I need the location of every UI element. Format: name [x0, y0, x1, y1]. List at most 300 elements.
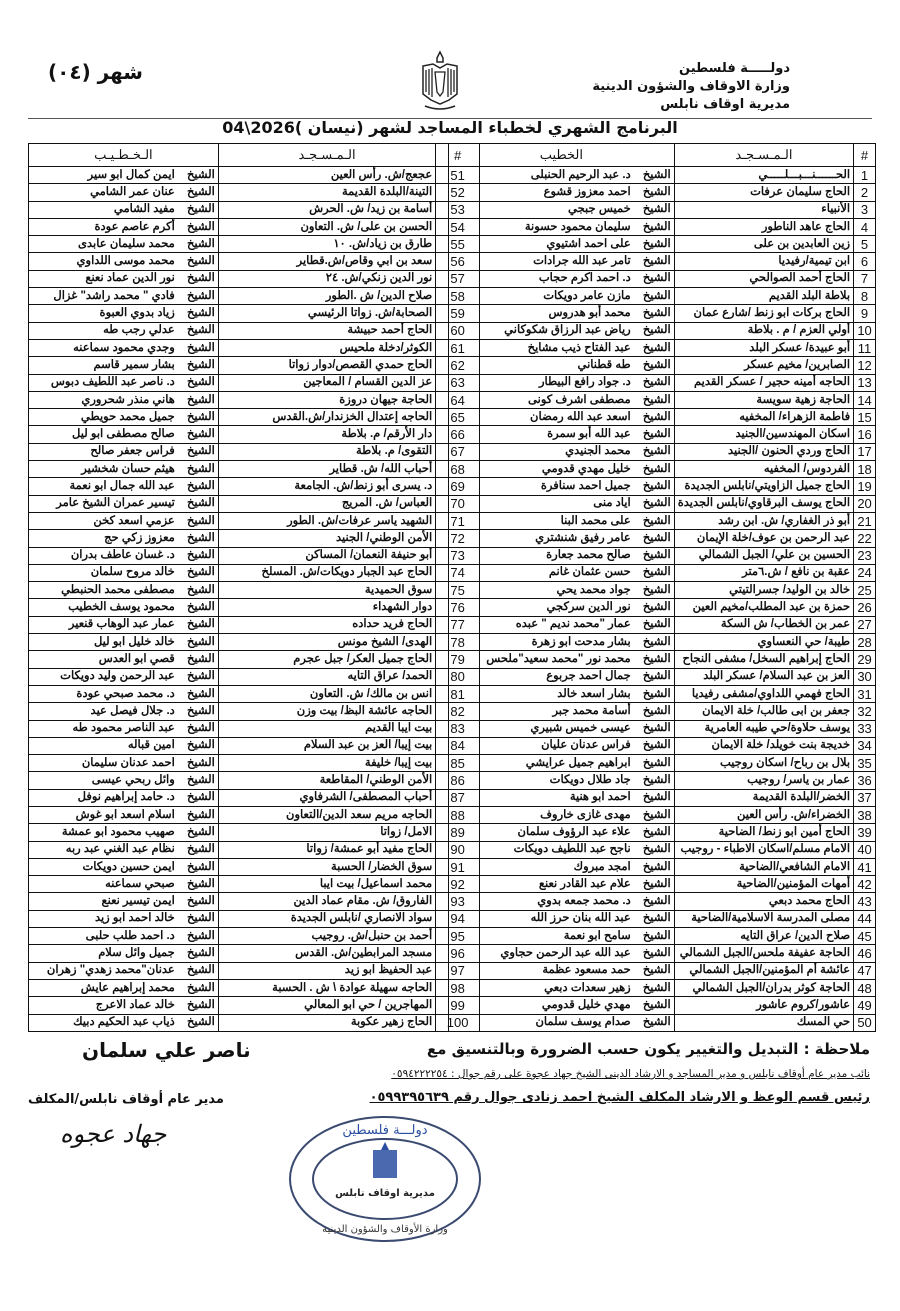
sheikh-prefix: الشيخ	[642, 583, 671, 596]
row-number: 71	[436, 512, 480, 529]
khateeb-cell	[449, 668, 675, 685]
table-row	[29, 339, 480, 356]
row-number: 11	[854, 339, 876, 356]
khateeb-name: محمد أبو هدروس	[548, 307, 631, 320]
mosque-name: الكوثر/دخلة ملحيس	[218, 339, 435, 356]
table-row	[29, 789, 480, 806]
row-number: 16	[854, 426, 876, 443]
sheikh-prefix: الشيخ	[186, 479, 215, 492]
mosque-name: بيت إيبا/ العز بن عبد السلام	[218, 737, 435, 754]
table-row	[29, 167, 480, 184]
sheikh-prefix: الشيخ	[642, 237, 671, 250]
sheikh-prefix: الشيخ	[642, 774, 671, 787]
sheikh-prefix: الشيخ	[642, 203, 671, 216]
khateeb-cell	[29, 184, 219, 201]
khateeb-name: حمد مسعود عظمة	[542, 964, 631, 977]
table-header-row	[29, 144, 480, 167]
khateeb-cell	[449, 893, 675, 910]
mosque-name: العباس/ ش. المريج	[218, 495, 435, 512]
khateeb-cell	[29, 236, 219, 253]
sheikh-prefix: الشيخ	[642, 791, 671, 804]
header-num: #	[854, 144, 876, 167]
khateeb-name: حسن عثمان غانم	[548, 566, 631, 579]
sheikh-prefix: الشيخ	[642, 307, 671, 320]
table-row	[29, 824, 480, 841]
row-number: 24	[854, 564, 876, 581]
khateeb-cell	[29, 876, 219, 893]
khateeb-cell	[29, 616, 219, 633]
khateeb-name: صدام يوسف سلمان	[535, 1016, 631, 1029]
khateeb-cell	[29, 858, 219, 875]
khateeb-name: وجدي محمود سماعنه	[73, 341, 175, 354]
mosque-name: عمار بن ياسر/ روجيب	[674, 772, 853, 789]
table-row	[449, 703, 876, 720]
row-number: 31	[854, 685, 876, 702]
table-row	[449, 564, 876, 581]
table-row	[449, 668, 876, 685]
khateeb-cell	[29, 668, 219, 685]
khateeb-cell	[449, 322, 675, 339]
mosque-name: حي المسك	[674, 1014, 853, 1031]
khateeb-name: مازن عامر دويكات	[543, 289, 631, 302]
khateeb-cell	[29, 443, 219, 460]
khateeb-cell	[29, 288, 219, 305]
khateeb-name: د. حامد إبراهيم نوفل	[77, 791, 175, 804]
mosque-name: الحاج مفيد أبو عمشة/ زواتا	[218, 841, 435, 858]
mosque-name: فاطمة الزهراء/ المخفيه	[674, 409, 853, 426]
khateeb-cell	[29, 167, 219, 184]
khateeb-name: د. عبد الرحيم الحنبلى	[530, 168, 631, 181]
khateeb-cell	[449, 945, 675, 962]
khateeb-name: ايمن حسين دويكات	[82, 860, 175, 873]
mosque-name: الحاج أحمد حبيشة	[218, 322, 435, 339]
khateeb-name: صبحي سماعنه	[105, 877, 175, 890]
mosque-name: أحباب المصطفى/ الشرفاوي	[218, 789, 435, 806]
sheikh-prefix: الشيخ	[186, 912, 215, 925]
row-number: 50	[854, 1014, 876, 1031]
khateeb-name: عزمي اسعد كخن	[93, 514, 175, 527]
khateeb-name: د. ناصر عبد اللطيف دبوس	[50, 376, 175, 389]
mosque-name: الحاجه عائشة البظ/ بيت وزن	[218, 703, 435, 720]
row-number: 62	[436, 357, 480, 374]
mosque-name: الحاج زهير عكوبة	[218, 1014, 435, 1031]
sheikh-prefix: الشيخ	[642, 998, 671, 1011]
row-number: 35	[854, 755, 876, 772]
sheikh-prefix: الشيخ	[186, 877, 215, 890]
khateeb-cell	[29, 806, 219, 823]
khateeb-name: جميل محمد حويطي	[80, 410, 175, 423]
header-mosque: الـمـسـجـد	[218, 144, 435, 167]
khateeb-name: ابراهيم جميل عرايشي	[525, 756, 631, 769]
mosque-name: عقبة بن نافع / ش.٦متر	[674, 564, 853, 581]
sheikh-prefix: الشيخ	[186, 739, 215, 752]
khateeb-cell	[449, 357, 675, 374]
mosque-name: الامل/ زواتا	[218, 824, 435, 841]
table-row	[449, 357, 876, 374]
khateeb-cell	[449, 409, 675, 426]
table-row	[29, 772, 480, 789]
sheikh-prefix: الشيخ	[186, 618, 215, 631]
khateeb-cell	[29, 270, 219, 287]
table-row	[449, 737, 876, 754]
table-row	[29, 201, 480, 218]
row-number: 5	[854, 236, 876, 253]
sheikh-prefix: الشيخ	[186, 410, 215, 423]
sheikh-prefix: الشيخ	[186, 549, 215, 562]
mosque-name: الامام مسلم/اسكان الاطباء - روجيب	[674, 841, 853, 858]
khateeb-name: محمد سليمان عابدى	[78, 237, 175, 250]
mosque-name: الحاج جميل الزاويتي/نابلس الجديدة	[674, 478, 853, 495]
table-row	[29, 288, 480, 305]
mosque-name: الحاجة عفيفة ملحس/الجبل الشمالي	[674, 945, 853, 962]
sheikh-prefix: الشيخ	[186, 341, 215, 354]
table-row	[29, 755, 480, 772]
mosque-name: المهاجرين / حي ابو المعالي	[218, 997, 435, 1014]
row-number: 70	[436, 495, 480, 512]
khateeb-cell	[29, 391, 219, 408]
row-number: 38	[854, 806, 876, 823]
khateeb-name: تامر عبد الله جرادات	[533, 255, 631, 268]
sheikh-prefix: الشيخ	[642, 549, 671, 562]
table-row	[29, 945, 480, 962]
khateeb-name: معزوز زكي حج	[104, 531, 175, 544]
sheikh-prefix: الشيخ	[186, 324, 215, 337]
khateeb-cell	[449, 374, 675, 391]
table-row	[29, 270, 480, 287]
row-number: 61	[436, 339, 480, 356]
mosque-name: يوسف حلاوة/حي طيبه العامرية	[674, 720, 853, 737]
khateeb-cell	[29, 512, 219, 529]
khateeb-cell	[29, 253, 219, 270]
row-number: 82	[436, 703, 480, 720]
khateeb-name: ناجح عبد اللطيف دويكات	[513, 843, 631, 856]
khateeb-cell	[449, 841, 675, 858]
row-number: 6	[854, 253, 876, 270]
table-row	[29, 478, 480, 495]
mosque-name: أبو ذر الغفاري/ ش. ابن رشد	[674, 512, 853, 529]
sheikh-prefix: الشيخ	[186, 497, 215, 510]
row-number: 65	[436, 409, 480, 426]
table-row	[449, 236, 876, 253]
sheikh-prefix: الشيخ	[186, 791, 215, 804]
sheikh-prefix: الشيخ	[186, 307, 215, 320]
sheikh-prefix: الشيخ	[642, 479, 671, 492]
row-number: 75	[436, 582, 480, 599]
row-number: 26	[854, 599, 876, 616]
khateeb-name: خالد خليل ابو ليل	[93, 635, 175, 648]
khateeb-name: اسعد عبد الله رمضان	[530, 410, 631, 423]
khateeb-cell	[29, 962, 219, 979]
khateeb-name: امين قباله	[127, 739, 175, 752]
khateeb-cell	[29, 305, 219, 322]
mosque-name: صلاح الدين/ عراق التايه	[674, 928, 853, 945]
sheikh-prefix: الشيخ	[642, 929, 671, 942]
row-number: 67	[436, 443, 480, 460]
row-number: 17	[854, 443, 876, 460]
khateeb-cell	[449, 530, 675, 547]
row-number: 81	[436, 685, 480, 702]
khateeb-name: عامر رفيق شنشتري	[535, 531, 631, 544]
khateeb-cell	[449, 634, 675, 651]
khateeb-name: نور الدين عماد نعنع	[85, 272, 175, 285]
table-header-row	[449, 144, 876, 167]
khateeb-cell	[29, 841, 219, 858]
row-number: 100	[436, 1014, 480, 1031]
sheikh-prefix: الشيخ	[186, 462, 215, 475]
khateeb-cell	[29, 789, 219, 806]
khateeb-cell	[29, 322, 219, 339]
row-number: 54	[436, 218, 480, 235]
table-row	[29, 962, 480, 979]
row-number: 25	[854, 582, 876, 599]
table-row	[449, 184, 876, 201]
khateeb-name: خالد عماد الاعرج	[95, 998, 175, 1011]
mosque-name: الحاجة كوثر بدران/الجبل الشمالي	[674, 979, 853, 996]
khateeb-cell	[29, 979, 219, 996]
mosque-name: التينة/البلدة القديمة	[218, 184, 435, 201]
khateeb-cell	[449, 685, 675, 702]
khateeb-name: مصطفى محمد الحنبطي	[61, 583, 175, 596]
khateeb-cell	[29, 928, 219, 945]
sheikh-prefix: الشيخ	[642, 358, 671, 371]
row-number: 73	[436, 547, 480, 564]
mosque-name: الامام الشافعي/الضاحية	[674, 858, 853, 875]
row-number: 58	[436, 288, 480, 305]
sheikh-prefix: الشيخ	[186, 652, 215, 665]
row-number: 80	[436, 668, 480, 685]
mosque-name: الحاج بركات ابو زنط /شارع عمان	[674, 305, 853, 322]
row-number: 91	[436, 858, 480, 875]
row-number: 98	[436, 979, 480, 996]
row-number: 2	[854, 184, 876, 201]
table-row	[449, 512, 876, 529]
table-row	[449, 616, 876, 633]
mosque-name: مسجد المرابطين/ش. القدس	[218, 945, 435, 962]
director-title: مدير عام أوقاف نابلس/المكلف	[28, 1092, 224, 1107]
khateeb-name: طه قطناني	[577, 358, 631, 371]
mosque-name: عائشة أم المؤمنين/الجبل الشمالي	[674, 962, 853, 979]
sheikh-prefix: الشيخ	[186, 237, 215, 250]
stamp-inner-text: مديرية اوقاف نابلس	[335, 1188, 435, 1199]
sheikh-prefix: الشيخ	[642, 566, 671, 579]
row-number: 68	[436, 461, 480, 478]
row-number: 60	[436, 322, 480, 339]
sheikh-prefix: الشيخ	[642, 428, 671, 441]
row-number: 79	[436, 651, 480, 668]
official-stamp-icon	[285, 1112, 485, 1247]
mosque-name: صلاح الدين/ ش .الطور	[218, 288, 435, 305]
table-row	[449, 651, 876, 668]
row-number: 88	[436, 806, 480, 823]
mosque-name: الحاج سليمان عرفات	[674, 184, 853, 201]
khateeb-cell	[449, 599, 675, 616]
sheikh-prefix: الشيخ	[642, 1016, 671, 1029]
mosque-name: خالد بن الوليد/ جسرالتيتي	[674, 582, 853, 599]
row-number: 85	[436, 755, 480, 772]
mosque-name: الحاج حمدي القصص/دوار زواتا	[218, 357, 435, 374]
mosque-name: ابن تيمية/رفيديا	[674, 253, 853, 270]
mosque-name: عز الدين القسام / المعاجين	[218, 374, 435, 391]
table-row	[449, 582, 876, 599]
sheikh-prefix: الشيخ	[642, 739, 671, 752]
table-row	[449, 478, 876, 495]
sheikh-prefix: الشيخ	[642, 947, 671, 959]
row-number: 59	[436, 305, 480, 322]
khateeb-name: عبد الناصر محمود طه	[72, 722, 175, 735]
sheikh-prefix: الشيخ	[186, 687, 215, 700]
row-number: 99	[436, 997, 480, 1014]
table-row	[29, 426, 480, 443]
khateeb-name: أسامة محمد جبر	[552, 704, 631, 717]
table-row	[449, 253, 876, 270]
khateeb-name: امجد مبروك	[573, 860, 631, 873]
mosque-name: الحاج فريد حداده	[218, 616, 435, 633]
khateeb-cell	[449, 582, 675, 599]
row-number: 48	[854, 979, 876, 996]
table-row	[29, 218, 480, 235]
khateeb-cell	[449, 806, 675, 823]
khateeb-cell	[29, 651, 219, 668]
table-row	[29, 495, 480, 512]
khateeb-cell	[449, 772, 675, 789]
mosque-name: الحاج عبد الجبار دويكات/ش. المسلخ	[218, 564, 435, 581]
khateeb-name: زياد بدوي العبوة	[99, 307, 175, 320]
mosque-name: الحاجه إعتدال الخزندار/ش.القدس	[218, 409, 435, 426]
row-number: 87	[436, 789, 480, 806]
sheikh-prefix: الشيخ	[642, 324, 671, 337]
row-number: 63	[436, 374, 480, 391]
khateeb-name: بشار اسعد خالد	[557, 687, 631, 700]
table-row	[29, 391, 480, 408]
table-row	[449, 374, 876, 391]
org-line-ministry: وزارة الاوقاف والشؤون الدينية	[592, 79, 790, 94]
row-number: 23	[854, 547, 876, 564]
khateeb-cell	[449, 962, 675, 979]
mosque-name: انس بن مالك/ ش. التعاون	[218, 685, 435, 702]
khateeb-name: ايمن كمال ابو سير	[87, 168, 175, 181]
khateeb-name: أكرم عاصم عودة	[94, 220, 175, 233]
khateeb-cell	[449, 512, 675, 529]
table-row	[449, 409, 876, 426]
khateeb-cell	[449, 426, 675, 443]
row-number: 47	[854, 962, 876, 979]
table-row	[449, 426, 876, 443]
mosque-name: أمهات المؤمنين/الضاحية	[674, 876, 853, 893]
row-number: 76	[436, 599, 480, 616]
table-row	[449, 789, 876, 806]
sheikh-prefix: الشيخ	[186, 981, 215, 994]
table-row	[29, 461, 480, 478]
table-row	[29, 322, 480, 339]
khateeb-cell	[449, 737, 675, 754]
row-number: 27	[854, 616, 876, 633]
eagle-emblem-icon	[415, 48, 465, 113]
khateeb-name: عمار عبد الوهاب قنعير	[68, 618, 175, 631]
sheikh-prefix: الشيخ	[642, 687, 671, 700]
row-number: 15	[854, 409, 876, 426]
table-row	[449, 322, 876, 339]
row-number: 78	[436, 634, 480, 651]
table-row	[449, 806, 876, 823]
mosque-name: عبد الحفيظ ابو زيد	[218, 962, 435, 979]
khateeb-name: صهيب محمود ابو عمشة	[61, 825, 175, 838]
sheikh-prefix: الشيخ	[186, 860, 215, 873]
khateeb-cell	[29, 772, 219, 789]
table-row	[29, 374, 480, 391]
table-row	[29, 910, 480, 927]
row-number: 36	[854, 772, 876, 789]
row-number: 93	[436, 893, 480, 910]
row-number: 53	[436, 201, 480, 218]
sheikh-prefix: الشيخ	[186, 635, 215, 648]
khateeb-cell	[449, 1014, 675, 1031]
schedule-table-right	[448, 143, 876, 1032]
document-title: البرنامج الشهري لخطباء المساجد لشهر (نيسان )2026\04	[222, 118, 678, 137]
row-number: 12	[854, 357, 876, 374]
mosque-name: الحاج فهمي اللداوي/مشفى رفيديا	[674, 685, 853, 702]
khateeb-cell	[29, 1014, 219, 1031]
khateeb-name: فادي " محمد راشد" غزال	[53, 289, 175, 302]
table-row	[449, 305, 876, 322]
sheikh-prefix: الشيخ	[642, 255, 671, 268]
khateeb-name: محمد الجنيدي	[565, 445, 631, 458]
row-number: 55	[436, 236, 480, 253]
table-row	[449, 201, 876, 218]
sheikh-prefix: الشيخ	[186, 255, 215, 268]
table-row	[449, 218, 876, 235]
khateeb-cell	[449, 876, 675, 893]
row-number: 77	[436, 616, 480, 633]
khateeb-name: عبد الله بنان حرز الله	[530, 912, 631, 925]
khateeb-cell	[29, 824, 219, 841]
sheikh-prefix: الشيخ	[642, 514, 671, 527]
khateeb-name: عبد الله عبد الرحمن حجاوي	[500, 947, 631, 959]
sheikh-prefix: الشيخ	[642, 272, 671, 285]
khateeb-cell	[449, 270, 675, 287]
khateeb-name: مفيد الشامي	[113, 203, 175, 216]
mosque-name: سوق الحميدية	[218, 582, 435, 599]
khateeb-name: جمال احمد جربوع	[546, 670, 631, 683]
table-row	[29, 547, 480, 564]
row-number: 10	[854, 322, 876, 339]
row-number: 21	[854, 512, 876, 529]
khateeb-name: عبد الله جمال ابو نعمة	[69, 479, 175, 492]
mosque-name: الأمن الوطني/ المقاطعة	[218, 772, 435, 789]
sheikh-prefix: الشيخ	[642, 635, 671, 648]
table-row	[449, 824, 876, 841]
mosque-name: الحسين بن علي/ الجبل الشمالي	[674, 547, 853, 564]
khateeb-cell	[29, 910, 219, 927]
sheikh-prefix: الشيخ	[642, 410, 671, 423]
khateeb-cell	[449, 201, 675, 218]
footer-note: ملاحظة : التبديل والتغيير يكون حسب الضرورة وبالتنسيق مع	[426, 1040, 870, 1058]
khateeb-name: فراس جعفر صالح	[90, 445, 175, 458]
mosque-name: الخضراء/ش. رأس العين	[674, 806, 853, 823]
table-row	[449, 391, 876, 408]
table-row	[29, 512, 480, 529]
khateeb-name: خالد احمد ابو زيد	[94, 912, 175, 925]
row-number: 94	[436, 910, 480, 927]
row-number: 86	[436, 772, 480, 789]
row-number: 66	[436, 426, 480, 443]
khateeb-name: ايمن تيسير نعنع	[101, 895, 175, 908]
mosque-name: الحاجه أمينه حجير / عسكر القديم	[674, 374, 853, 391]
sheikh-prefix: الشيخ	[186, 704, 215, 717]
khateeb-name: محمود يوسف الخطيب	[68, 601, 175, 614]
sheikh-prefix: الشيخ	[186, 825, 215, 838]
mosque-name: سوق الخضار/ الحسبة	[218, 858, 435, 875]
mosque-name: الفاروق/ ش. مقام عماد الدين	[218, 893, 435, 910]
